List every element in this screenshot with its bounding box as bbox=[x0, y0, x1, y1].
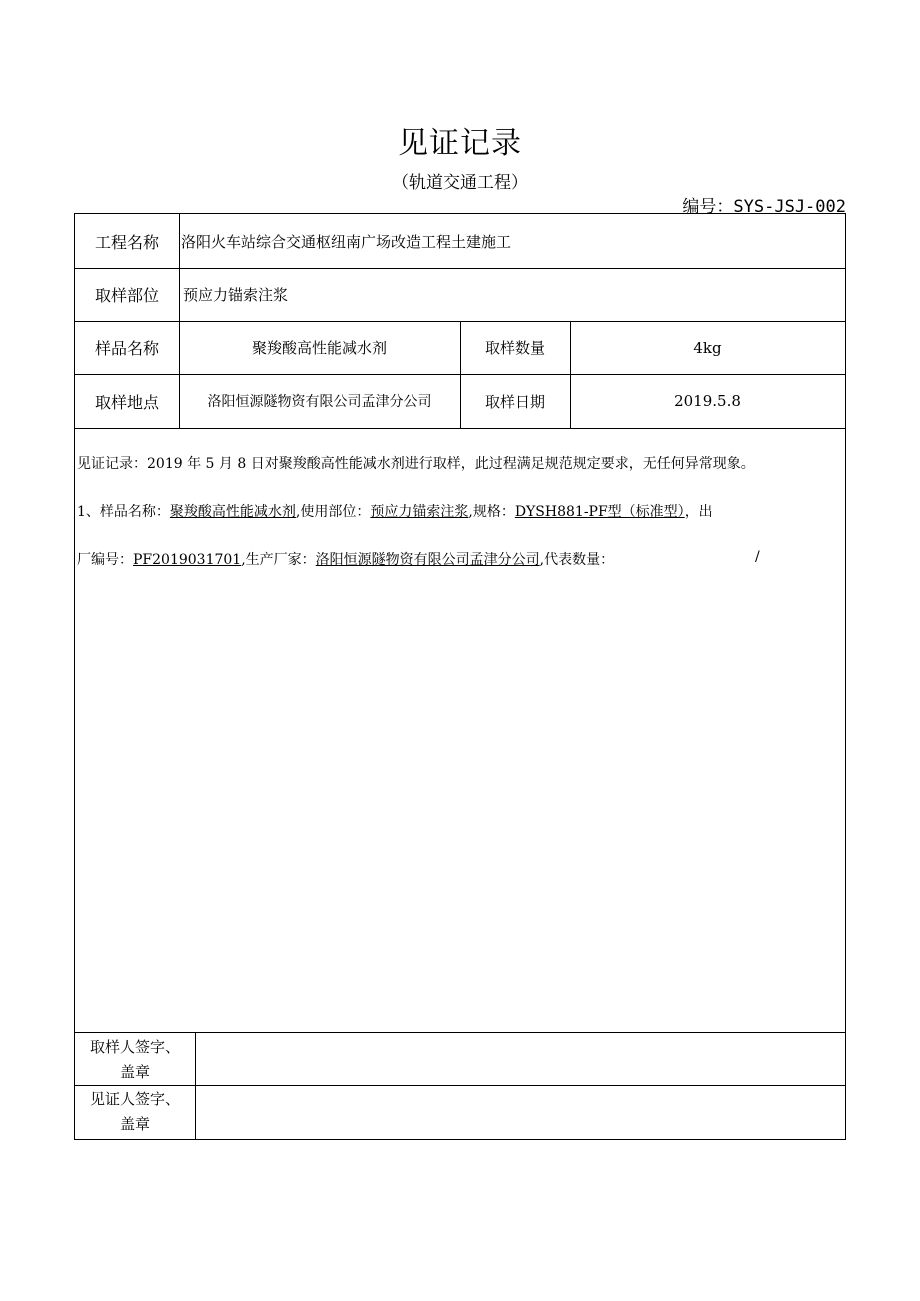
sampler-signature-label bbox=[75, 1035, 195, 1085]
sample-name-label: 样品名称 bbox=[94, 339, 159, 358]
row-divider bbox=[75, 428, 845, 429]
sampler-label-line1: 取样人签字、 bbox=[89, 1038, 180, 1056]
usage-value: 预应力锚索注浆 bbox=[370, 504, 469, 520]
sampling-location-label: 取样部位 bbox=[94, 286, 159, 305]
sampling-site-label: 取样地点 bbox=[94, 392, 159, 412]
sampler-signature-field[interactable] bbox=[195, 1032, 845, 1085]
maker-value: 洛阳恒源隧物资有限公司孟津分公司 bbox=[315, 552, 540, 568]
witness-label-line2: 盖章 bbox=[119, 1115, 150, 1133]
maker-prefix: ,生产厂家： bbox=[241, 552, 316, 568]
item-name: 聚羧酸高性能减水剂 bbox=[169, 504, 296, 520]
witness-signature-field[interactable] bbox=[195, 1085, 845, 1139]
document-subtitle: （轨道交通工程） bbox=[392, 173, 528, 193]
spec-value: DYSH881-PF型（标准型） bbox=[514, 504, 685, 520]
sampler-label-line2: 盖章 bbox=[119, 1063, 150, 1081]
project-name-label: 工程名称 bbox=[94, 232, 159, 252]
witness-signature-label bbox=[75, 1087, 195, 1137]
batch-value: PF2019031701 bbox=[133, 552, 242, 568]
spec-suffix: ，出 bbox=[684, 504, 713, 520]
amount-value: / bbox=[755, 549, 760, 565]
record-batch-line bbox=[77, 549, 614, 569]
spec-prefix: ,规格： bbox=[468, 504, 515, 520]
witness-label-line1: 见证人签字、 bbox=[89, 1090, 180, 1108]
batch-prefix: 厂编号： bbox=[77, 552, 133, 568]
sampling-site-value: 洛阳恒源隧物资有限公司孟津分公司 bbox=[207, 394, 432, 410]
document-code: 编号：SYS-JSJ-002 bbox=[682, 197, 846, 217]
item-prefix: 1、样品名称： bbox=[77, 504, 170, 520]
amount-prefix: ,代表数量： bbox=[539, 552, 615, 568]
sample-name-value: 聚羧酸高性能减水剂 bbox=[251, 339, 387, 357]
project-name-value: 洛阳火车站综合交通枢纽南广场改造工程土建施工 bbox=[181, 232, 512, 251]
record-statement: 见证记录：2019 年 5 月 8 日对聚羧酸高性能减水剂进行取样，此过程满足规范规定要求，无任何异常现象。 bbox=[77, 456, 755, 472]
sampling-location-value: 预应力锚索注浆 bbox=[183, 286, 289, 304]
sample-quantity-label: 取样数量 bbox=[484, 339, 545, 357]
sampling-date-value: 2019.5.8 bbox=[674, 392, 741, 410]
sampling-date-label: 取样日期 bbox=[484, 392, 545, 411]
record-item-line bbox=[77, 501, 713, 521]
usage-prefix: ,使用部位： bbox=[295, 504, 371, 520]
document-title: 见证记录 bbox=[398, 126, 522, 161]
sample-quantity-value: 4kg bbox=[693, 338, 722, 357]
witness-record-form bbox=[74, 213, 846, 1140]
